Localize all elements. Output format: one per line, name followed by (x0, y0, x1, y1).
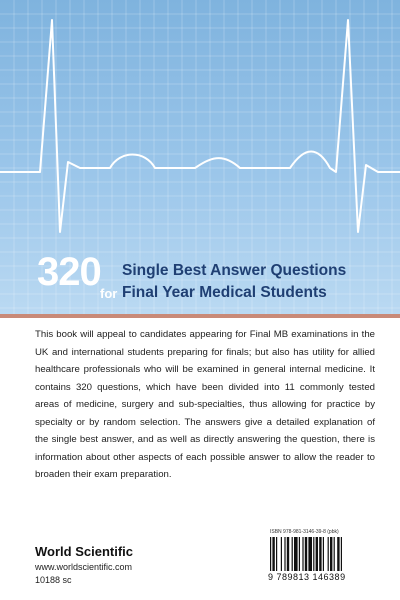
product-code: 10188 sc (35, 575, 72, 585)
publisher-website: www.worldscientific.com (35, 562, 133, 572)
title-number: 320 (37, 250, 101, 294)
barcode-number: 9 789813 146389 (268, 572, 346, 582)
title-line-1: Single Best Answer Questions (122, 262, 347, 279)
barcode-icon (270, 537, 378, 571)
book-title (0, 250, 400, 310)
title-line-2: Final Year Medical Students (122, 284, 327, 301)
publisher-name: World Scientific (35, 544, 133, 559)
isbn-barcode-block (262, 527, 384, 585)
book-blurb: This book will appeal to candidates appearing for Final MB examinations in the UK and international students preparing for finals; but also has utility for allied healthcare professionals who will be examined in general internal medicine. It contains 320 questions, which have been divided into 11 commonly tested areas of medicine, surgery and sub-specialties, thus allowing for practice by specialty or by random selection. The answers give a detailed explanation of the single best answer, and as well as directly answering the question, there is information about other aspects of each possible answer to allow the reader to broaden their exam preparation. (35, 329, 375, 480)
isbn-text: ISBN 978-981-3146-39-8 (pbk) (270, 529, 339, 535)
accent-stripe (0, 314, 400, 318)
title-for: for (100, 286, 118, 301)
